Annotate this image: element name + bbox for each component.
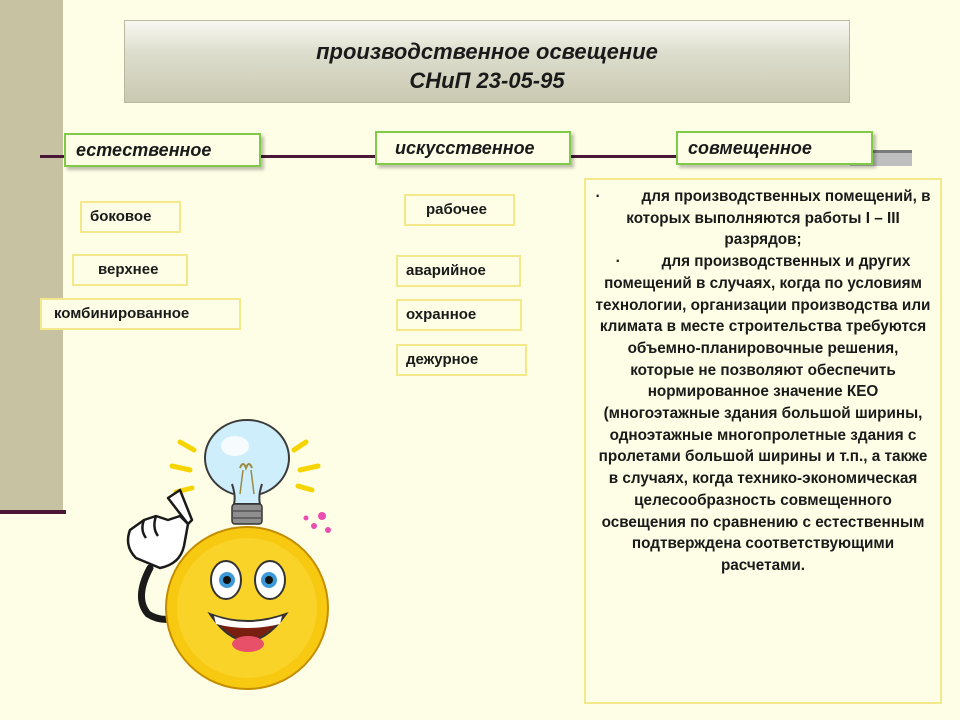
category-artificial: искусственное — [375, 131, 571, 165]
bullet: · — [595, 188, 601, 205]
smiley-face-icon — [166, 527, 328, 689]
category-natural: естественное — [64, 133, 261, 167]
description-item-2 — [594, 251, 932, 577]
category-combined: совмещенное — [676, 131, 873, 165]
artificial-type-emergency: аварийное — [396, 255, 521, 287]
left-decor-line — [0, 510, 66, 514]
sparkle-dots-icon — [304, 512, 332, 533]
bullet: · — [615, 253, 621, 271]
artificial-type-security: охранное — [396, 299, 522, 331]
slide-title — [124, 20, 850, 103]
smiley-lightbulb-illustration — [110, 418, 340, 708]
pointing-hand-icon — [128, 490, 192, 568]
title-line-2: СНиП 23-05-95 — [409, 68, 565, 93]
natural-type-combined: комбинированное — [40, 298, 241, 330]
artificial-type-working: рабочее — [404, 194, 515, 226]
description-item-1-text: для производственных помещений, в которых выполняются работы I – III разрядов; — [626, 188, 931, 249]
combined-description — [584, 178, 942, 704]
artificial-type-duty: дежурное — [396, 344, 527, 376]
description-item-1 — [594, 186, 932, 251]
natural-type-side: боковое — [80, 201, 181, 233]
left-decor-band — [0, 0, 63, 514]
title-line-1: производственное освещение — [316, 39, 658, 64]
natural-type-top: верхнее — [72, 254, 188, 286]
description-item-2-text: для производственных и других помещений в случаях, когда по условиям технологии, организации производства или климата в месте строительства требуются объемно-планировочные решения, которые не позволяют обеспечить нормированное значение КЕО (многоэтажные здания большой ширины, одноэтажные многопролетные здания с пролетами большой ширины и т.п., а также в случаях, когда технико-экономическая целесообразность совмещенного освещения по сравнению с естественным подтверждена соответствующими расчетами. — [595, 253, 931, 574]
lightbulb-icon — [205, 420, 289, 524]
